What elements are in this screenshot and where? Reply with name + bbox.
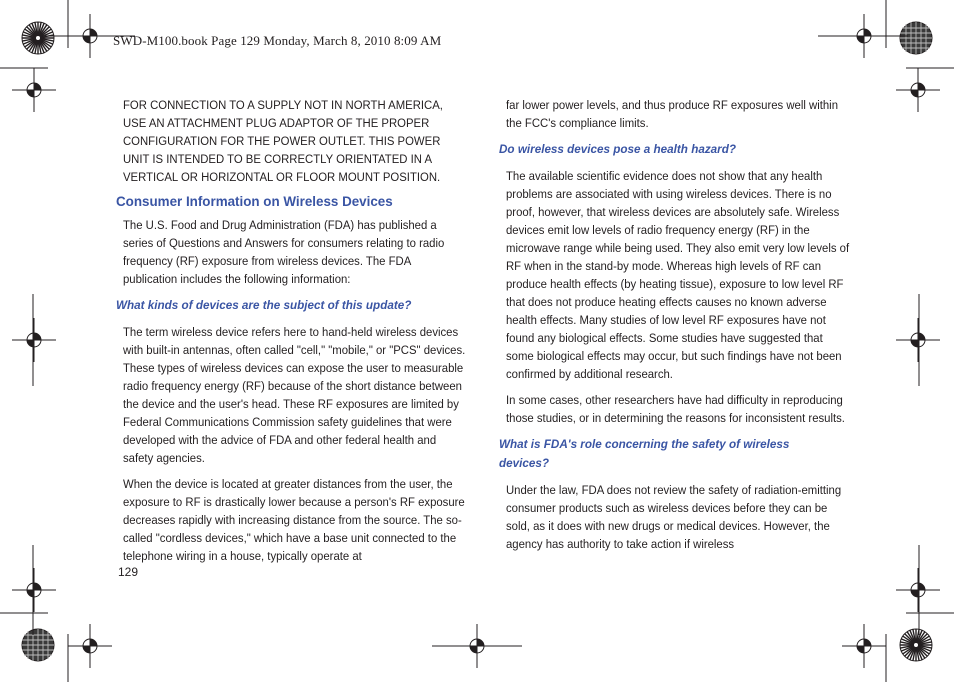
registration-starburst-icon: [22, 22, 54, 54]
fda-intro-paragraph: The U.S. Food and Drug Administration (FDA) has published a series of Questions and Answers for consumers relating to radio frequency (RF) exposure from wireless devices. The FDA publication includes the following information:: [123, 218, 445, 286]
continued-paragraph: far lower power levels, and thus produce RF exposures well within the FCC's compliance limits.: [506, 98, 839, 130]
answer-2-paragraph-1: The available scientific evidence does not show that any health problems are associated with using wireless devices. There is no proof, however, that wireless devices are absolutely safe. Wireless devices emit low levels of radio frequency energy (RF) in the microwave range while being used. They also emit very low levels of RF when in the stand-by mode. Whereas high levels of RF can produce health effects (by heating tissue), exposure to low level RF that does not produce heating effects causes no known adverse health effects. Many studies of low level RF exposures have not found any biological effects. Some studies have suggested that some biological effects may occur, but such findings have not been confirmed by additional research.: [506, 169, 850, 381]
answer-2-paragraph-2: In some cases, other researchers have had difficulty in reproducing those studies, or in determining the reasons for inconsistent results.: [506, 393, 845, 425]
registration-crosshair-icon: [842, 624, 886, 668]
registration-crosshair-icon: [68, 624, 112, 668]
registration-starburst-icon: [900, 629, 932, 661]
answer-1-paragraph-2: When the device is located at greater distances from the user, the exposure to RF is drastically lower because a person's RF exposure decreases rapidly with increasing distance from the source. The so-called "cordless devices," which have a base unit connected to the telephone wiring in a house, typically operate at: [123, 477, 465, 563]
caps-power-paragraph: FOR CONNECTION TO A SUPPLY NOT IN NORTH AMERICA, USE AN ATTACHMENT PLUG ADAPTOR OF THE PROPER CONFIGURATION FOR THE POWER OUTLET. THIS POWER UNIT IS INTENDED TO BE CORRECTLY ORIENTATED IN A VERTICAL OR HORIZONTAL OR FLOOR MOUNT POSITION.: [123, 98, 443, 184]
book-file-header: SWD-M100.book Page 129 Monday, March 8, 2010 8:09 AM: [113, 33, 442, 48]
answer-3-paragraph-1: Under the law, FDA does not review the safety of radiation-emitting consumer products such as wireless devices before they can be sold, as it does with new drugs or medical devices. However, the agency has authority to take action if wireless: [506, 483, 842, 551]
answer-1-paragraph-1: The term wireless device refers here to hand-held wireless devices with built-in antennas, often called "cell," "mobile," or "PCS" devices. These types of wireless devices can expose the user to measurable radio frequency energy (RF) because of the short distance between the device and the user's head. These RF exposures are limited by Federal Communications Commission safety guidelines that were developed with the advice of FDA and other federal health and safety agencies.: [123, 325, 466, 465]
registration-crosshair-icon: [896, 568, 940, 612]
registration-starburst-icon: [900, 22, 932, 54]
registration-crosshair-icon: [12, 318, 56, 362]
section-heading: Consumer Information on Wireless Devices: [116, 194, 393, 209]
page-number: 129: [118, 565, 139, 579]
question-heading-3: What is FDA's role concerning the safety of wireless devices?: [499, 437, 790, 470]
question-heading-1: What kinds of devices are the subject of this update?: [116, 298, 412, 312]
registration-starburst-icon: [22, 629, 54, 661]
question-heading-2: Do wireless devices pose a health hazard?: [499, 142, 736, 156]
registration-crosshair-icon: [12, 568, 56, 612]
registration-crosshair-icon: [896, 68, 940, 112]
registration-crosshair-icon: [12, 68, 56, 112]
registration-crosshair-icon: [896, 318, 940, 362]
